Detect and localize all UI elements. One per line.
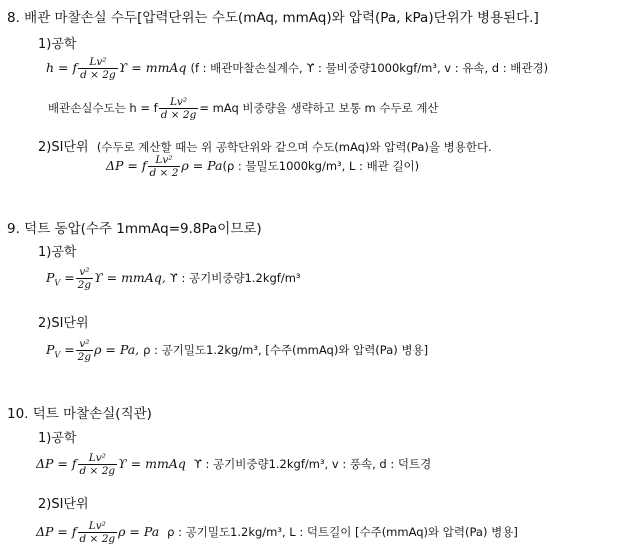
formula-rest: ρ = Pa	[118, 524, 160, 539]
section-10-title: 10. 덕트 마찰손실(직관)	[7, 406, 152, 422]
formula-rest: ρ = Pa,	[94, 342, 140, 357]
fraction-denominator: d × 2	[149, 167, 179, 179]
formula-lhs: ΔP = f	[36, 456, 77, 471]
fraction-numerator: v²	[76, 338, 93, 351]
formula-lhs: ΔP = f	[106, 158, 147, 173]
section-9-eng-formula	[46, 266, 301, 291]
formula-description: (ρ : 물밀도1000kg/m³, L : 배관 길이)	[222, 159, 420, 173]
formula-fraction	[159, 96, 199, 121]
note-postfix: = mAq 비중량을 생략하고 보통 m 수두로 계산	[199, 101, 439, 115]
formula-equals: =	[64, 270, 75, 285]
section-10-si-formula	[36, 520, 518, 545]
fraction-numerator: Lv²	[159, 96, 199, 109]
formula-description: ϒ : 공기비중량1.2kgf/m³	[169, 271, 301, 285]
formula-equals: =	[64, 342, 75, 357]
formula-lhs: P	[46, 342, 55, 357]
section-8-si-formula	[106, 154, 419, 179]
fraction-denominator: d × 2g	[79, 465, 116, 477]
section-8-note	[48, 96, 439, 121]
fraction-denominator: 2g	[77, 351, 92, 363]
formula-fraction	[76, 266, 93, 291]
fraction-numerator: v²	[76, 266, 93, 279]
section-8-si-label: 2)SI단위	[38, 140, 89, 155]
fraction-numerator: Lv²	[78, 56, 118, 69]
section-8-title: 8. 배관 마찰손실 수두[압력단위는 수도(mAq, mmAq)와 압력(Pa, kPa)단위가 병용된다.]	[7, 10, 539, 26]
formula-fraction	[76, 338, 93, 363]
section-8-si-description: (수두로 계산할 때는 위 공학단위와 같으며 수도(mAq)와 압력(Pa)을 병용한다.	[96, 140, 492, 154]
section-9-eng-label: 1)공학	[38, 245, 77, 260]
section-10-eng-label: 1)공학	[38, 431, 77, 446]
formula-fraction	[78, 452, 118, 477]
section-9-si-formula	[46, 338, 428, 363]
formula-description: (f : 배관마찰손실계수, ϒ : 물비중량1000kgf/m³, v : 유속, d : 배관경)	[190, 61, 549, 75]
formula-rest: ρ = Pa	[181, 158, 223, 173]
fraction-denominator: d × 2g	[80, 69, 116, 81]
fraction-numerator: Lv²	[148, 154, 181, 167]
section-8-eng-label: 1)공학	[38, 37, 77, 52]
section-10-si-label: 2)SI단위	[38, 497, 89, 512]
formula-description: ρ : 공기밀도1.2kg/m³, L : 덕트길이 [수주(mmAq)와 압력(Pa) 병용]	[167, 525, 518, 539]
fraction-denominator: d × 2g	[160, 109, 197, 121]
formula-rest: ϒ = mmAq	[118, 456, 186, 471]
section-9-title: 9. 덕트 동압(수주 1mmAq=9.8Pa이므로)	[7, 221, 262, 237]
formula-fraction	[148, 154, 181, 179]
formula-rest: ϒ = mmAq	[118, 60, 187, 75]
fraction-numerator: Lv²	[78, 452, 118, 465]
formula-description: ϒ : 공기비중량1.2kgf/m³, v : 풍속, d : 덕트경	[193, 457, 432, 471]
formula-lhs-subscript: V	[54, 278, 61, 288]
fraction-denominator: d × 2g	[79, 533, 116, 545]
section-8-eng-formula	[46, 56, 548, 81]
formula-fraction	[78, 56, 118, 81]
fraction-denominator: 2g	[77, 279, 92, 291]
formula-rest: ϒ = mmAq,	[94, 270, 166, 285]
section-8-si-line	[38, 136, 492, 155]
section-10-eng-formula	[36, 452, 431, 477]
formula-lhs: P	[46, 270, 55, 285]
formula-description: ρ : 공기밀도1.2kg/m³, [수주(mmAq)와 압력(Pa) 병용]	[143, 343, 429, 357]
formula-lhs: ΔP = f	[36, 524, 77, 539]
formula-lhs: h = f	[46, 60, 78, 75]
section-9-si-label: 2)SI단위	[38, 316, 89, 331]
formula-lhs-subscript: V	[54, 350, 61, 360]
fraction-numerator: Lv²	[78, 520, 118, 533]
formula-fraction	[78, 520, 118, 545]
note-prefix: 배관손실수도는 h = f	[48, 101, 158, 115]
